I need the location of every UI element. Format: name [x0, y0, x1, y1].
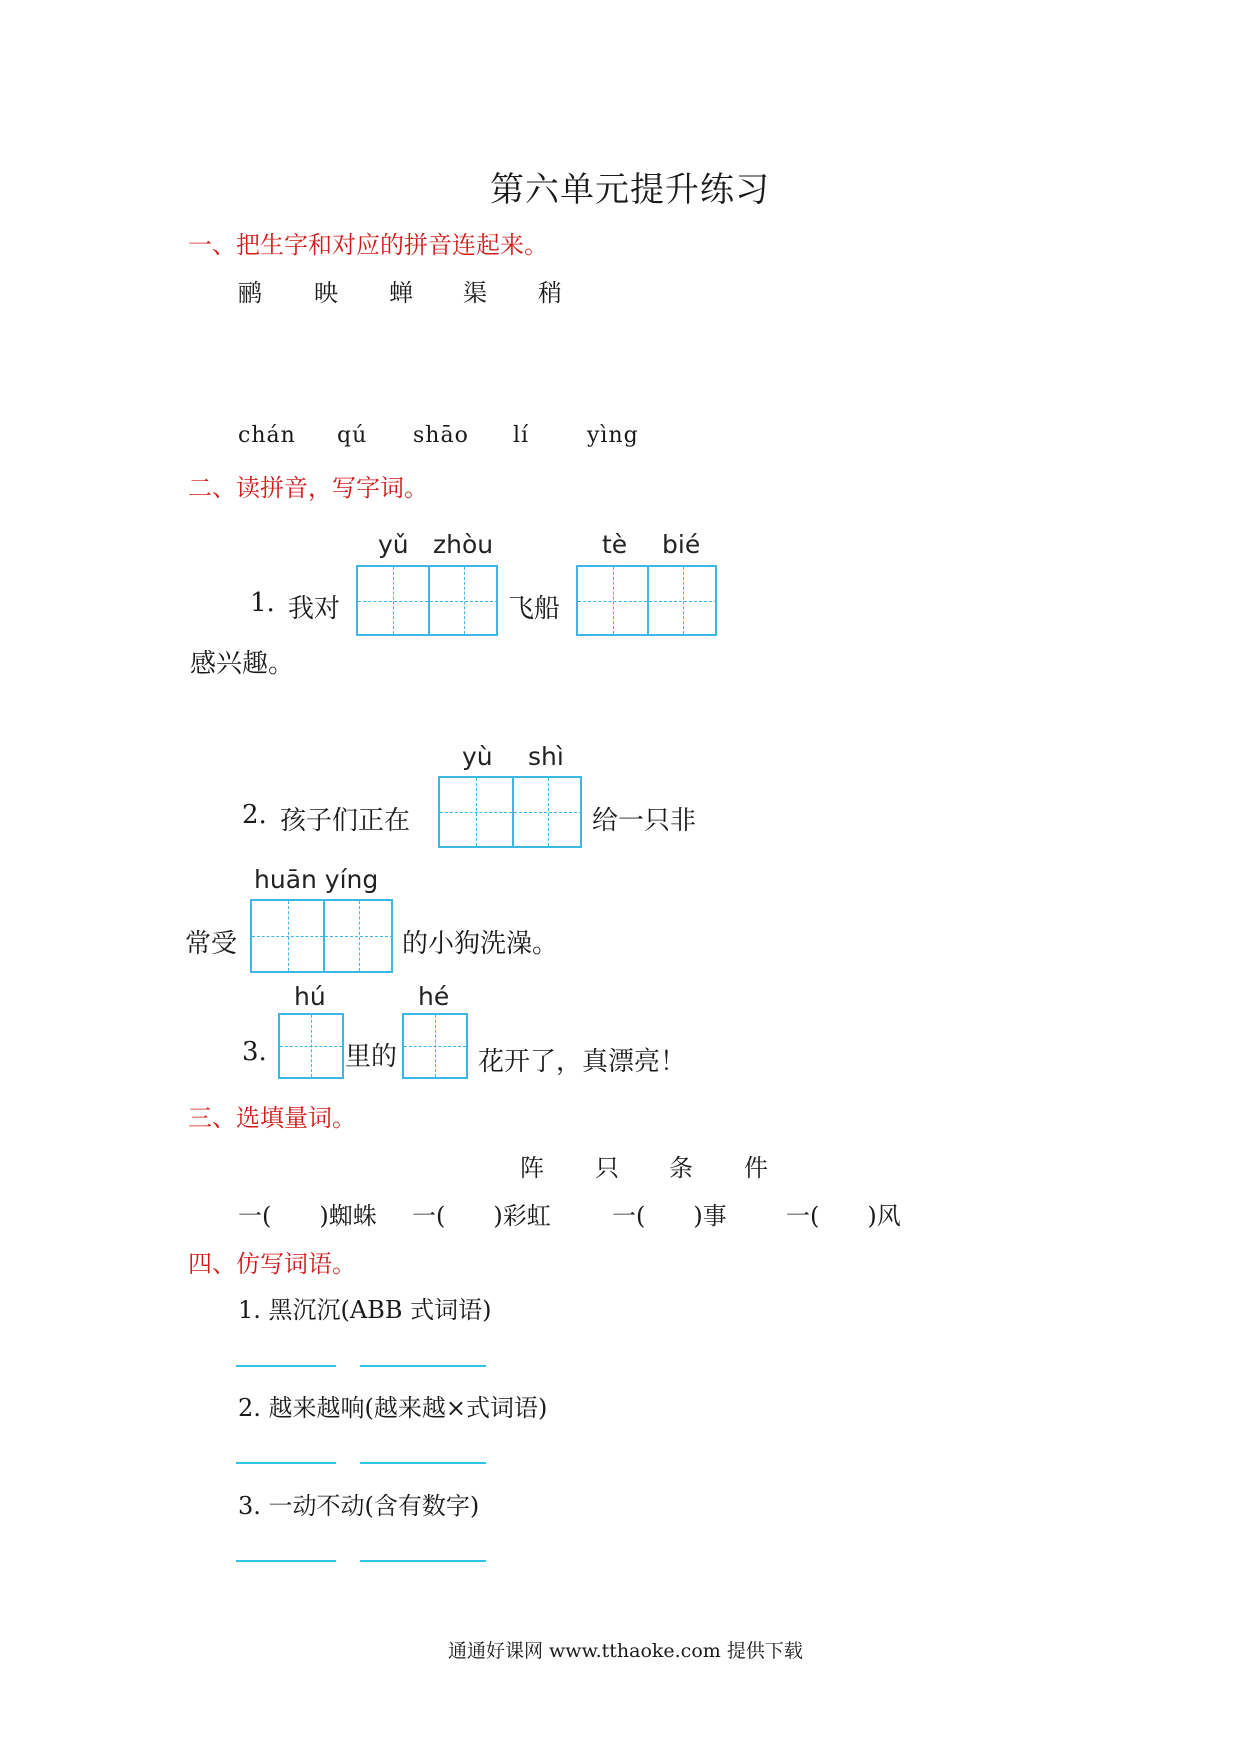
measure-item-4: 一( )风: [786, 1202, 901, 1230]
q3-pinyin-1: hú: [294, 982, 326, 1011]
option-4: 件: [744, 1154, 768, 1182]
q2-text-line2: 常受: [185, 929, 238, 959]
q1-pinyin-1b: zhòu: [433, 530, 494, 559]
q2-text-before: 孩子们正在: [280, 806, 411, 836]
option-2: 只: [595, 1154, 619, 1182]
q2-write-box-1[interactable]: [438, 776, 582, 848]
imitate-item-2: 2. 越来越响(越来越×式词语): [238, 1394, 548, 1422]
char-1: 鹂: [238, 279, 262, 307]
answer-line-3a[interactable]: [236, 1560, 336, 1562]
option-1: 阵: [520, 1154, 544, 1182]
section-heading-1: 一、把生字和对应的拼音连起来。: [188, 231, 548, 259]
footer-text: 通通好课网 www.tthaoke.com 提供下载: [448, 1640, 803, 1662]
measure-item-3: 一( )事: [612, 1202, 727, 1230]
q2-text-middle: 给一只非: [592, 806, 697, 836]
q1-text-middle: 飞船: [508, 594, 561, 624]
q2-number: 2.: [242, 800, 267, 830]
page-title: 第六单元提升练习: [490, 170, 770, 210]
option-3: 条: [669, 1154, 693, 1182]
imitate-item-3: 3. 一动不动(含有数字): [238, 1492, 480, 1520]
pinyin-3: shāo: [413, 423, 469, 448]
q1-text-after: 感兴趣。: [190, 649, 295, 679]
q1-pinyin-1a: yǔ: [378, 530, 409, 559]
imitate-item-1: 1. 黑沉沉(ABB 式词语): [238, 1296, 492, 1324]
q3-text-after: 花开了，真漂亮！: [478, 1047, 687, 1077]
q1-write-box-1[interactable]: [356, 565, 498, 636]
q3-pinyin-2: hé: [418, 982, 450, 1011]
pinyin-5: yìng: [587, 423, 639, 448]
measure-item-1: 一( )蜘蛛: [238, 1202, 377, 1230]
q2-pinyin-2: huān yíng: [254, 865, 379, 894]
pinyin-1: chán: [238, 423, 296, 448]
q1-text-before: 我对: [288, 594, 341, 624]
q1-write-box-2[interactable]: [576, 565, 717, 636]
answer-line-1b[interactable]: [360, 1365, 486, 1367]
pinyin-4: lí: [513, 423, 530, 448]
answer-line-2a[interactable]: [236, 1462, 336, 1464]
answer-line-1a[interactable]: [236, 1365, 336, 1367]
q1-pinyin-2b: bié: [662, 530, 701, 559]
q2-text-after: 的小狗洗澡。: [402, 929, 559, 959]
pinyin-2: qú: [337, 423, 368, 448]
answer-line-2b[interactable]: [360, 1462, 486, 1464]
char-5: 稍: [538, 279, 562, 307]
measure-item-2: 一( )彩虹: [412, 1202, 551, 1230]
section-heading-3: 三、选填量词。: [188, 1104, 356, 1132]
char-4: 渠: [463, 279, 487, 307]
q3-write-box-2[interactable]: [402, 1013, 468, 1079]
char-2: 映: [314, 279, 338, 307]
q2-write-box-2[interactable]: [250, 899, 393, 973]
char-3: 蝉: [389, 279, 413, 307]
section-heading-2: 二、读拼音，写字词。: [188, 474, 428, 502]
section-heading-4: 四、仿写词语。: [188, 1250, 356, 1278]
q1-number: 1.: [250, 588, 275, 618]
q2-pinyin-1b: shì: [528, 742, 564, 771]
q2-pinyin-1a: yù: [462, 742, 493, 771]
q3-write-box-1[interactable]: [278, 1013, 344, 1079]
q1-pinyin-2a: tè: [602, 530, 628, 559]
q3-text-middle: 里的: [345, 1042, 398, 1072]
q3-number: 3.: [242, 1037, 267, 1067]
answer-line-3b[interactable]: [360, 1560, 486, 1562]
